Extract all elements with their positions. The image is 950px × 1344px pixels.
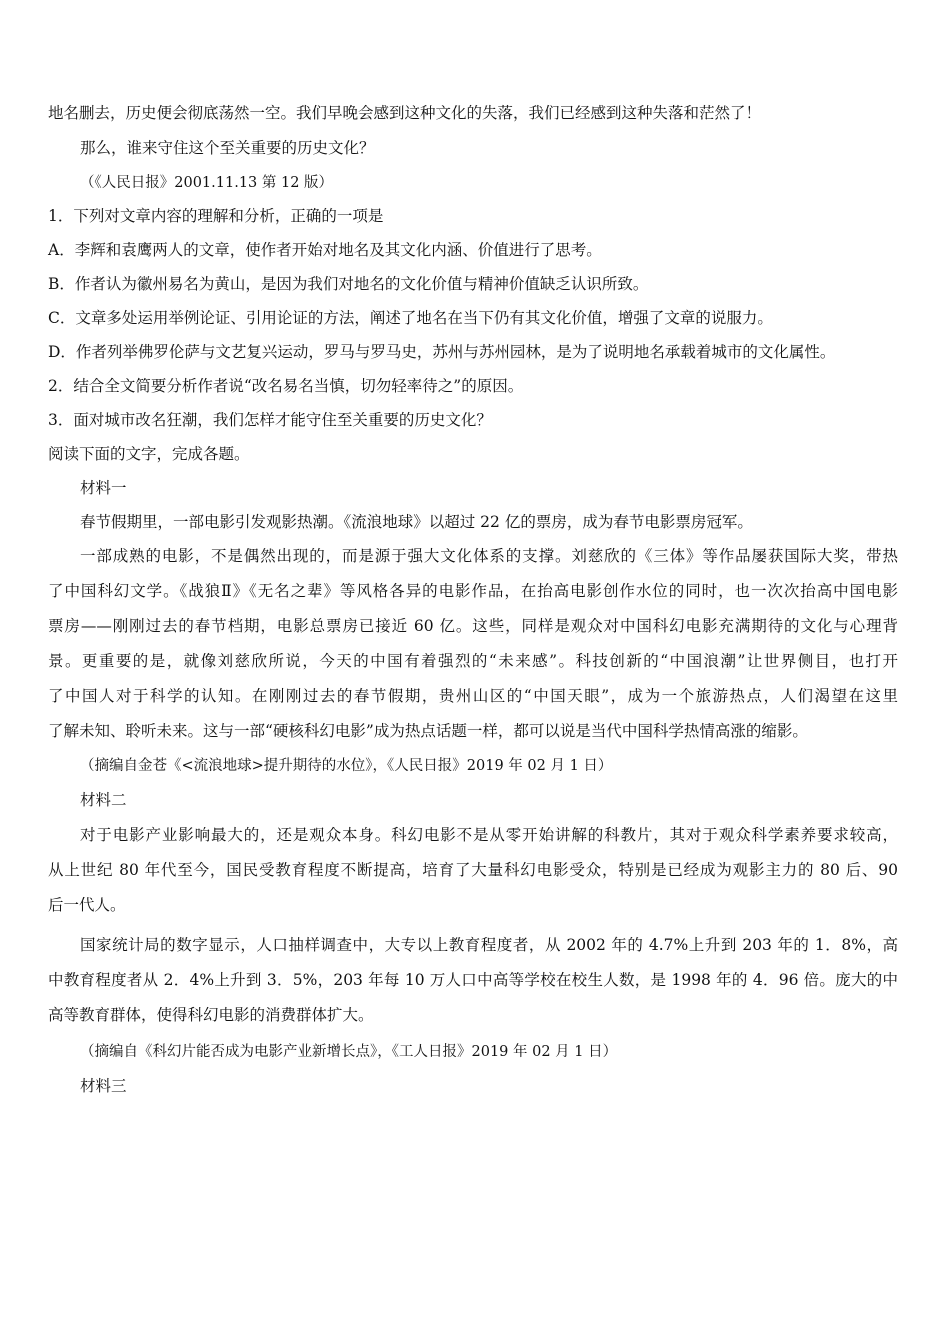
material-2-p1-line-2: 从上世纪 80 年代至今，国民受教育程度不断提高，培育了大量科幻电影受众，特别是已经成为观影主力的 80 后、90 (48, 861, 898, 879)
material-1-title: 材料一 (80, 479, 127, 497)
material-1-p2-line-6: 了解未知、聆听未来。这与一部“硬核科幻电影”成为热点话题一样，都可以说是当代中国科学热情高涨的缩影。 (48, 722, 808, 740)
material-1-source: （摘编自金苍《<流浪地球>提升期待的水位》，《人民日报》2019 年 02 月 1 日） (80, 758, 613, 774)
material-1-paragraph-1: 春节假期里，一部电影引发观影热潮。《流浪地球》以超过 22 亿的票房，成为春节电影票房冠军。 (80, 513, 753, 531)
question-2: 2．结合全文简要分析作者说“改名易名当慎，切勿轻率待之”的原因。 (48, 377, 524, 395)
reading-instruction: 阅读下面的文字，完成各题。 (48, 445, 250, 463)
intro-line-2: 那么，谁来守住这个至关重要的历史文化？ (80, 139, 375, 157)
material-1-p2-line-4: 景。更重要的是，就像刘慈欣所说，今天的中国有着强烈的“未来感”。科技创新的“中国浪潮”让世界侧目，也打开 (48, 652, 898, 670)
material-2-p2-line-1: 国家统计局的数字显示，人口抽样调查中，大专以上教育程度者，从 2002 年的 4.7%上升到 203 年的 1．8%，高 (80, 936, 898, 954)
option-a: A．李辉和袁鹰两人的文章，使作者开始对地名及其文化内涵、价值进行了思考。 (48, 241, 602, 259)
intro-source: （《人民日报》2001.11.13 第 12 版） (80, 175, 334, 191)
material-2-p2-line-3: 高等教育群体，使得科幻电影的消费群体扩大。 (48, 1006, 374, 1024)
material-1-p2-line-3: 票房——刚刚过去的春节档期，电影总票房已接近 60 亿。这些，同样是观众对中国科幻电影充满期待的文化与心理背 (48, 617, 898, 635)
material-2-p1-line-1: 对于电影产业影响最大的，还是观众本身。科幻电影不是从零开始讲解的科教片，其对于观众科学素养要求较高， (80, 826, 898, 844)
material-2-p2-line-2: 中教育程度者从 2．4%上升到 3．5%，203 年每 10 万人口中高等学校在校生人数，是 1998 年的 4．96 倍。庞大的中 (48, 971, 898, 989)
material-2-source: （摘编自《科幻片能否成为电影产业新增长点》，《工人日报》2019 年 02 月 1 日） (80, 1044, 618, 1060)
option-d: D．作者列举佛罗伦萨与文艺复兴运动，罗马与罗马史，苏州与苏州园林，是为了说明地名承载着城市的文化属性。 (48, 343, 836, 361)
question-3: 3．面对城市改名狂潮，我们怎样才能守住至关重要的历史文化？ (48, 411, 492, 429)
question-1: 1．下列对文章内容的理解和分析，正确的一项是 (48, 207, 384, 225)
intro-line-1: 地名删去，历史便会彻底荡然一空。我们早晚会感到这种文化的失落，我们已经感到这种失落和茫然了！ (48, 104, 762, 122)
option-b: B．作者认为徽州易名为黄山，是因为我们对地名的文化价值与精神价值缺乏认识所致。 (48, 275, 649, 293)
material-1-p2-line-2: 了中国科幻文学。《战狼Ⅱ》《无名之辈》等风格各异的电影作品，在抬高电影创作水位的同时，也一次次抬高中国电影 (48, 582, 898, 600)
material-2-p1-line-3: 后一代人。 (48, 896, 126, 914)
material-1-p2-line-1: 一部成熟的电影，不是偶然出现的，而是源于强大文化体系的支撑。刘慈欣的《三体》等作品屡获国际大奖，带热 (80, 547, 898, 565)
option-c: C．文章多处运用举例论证、引用论证的方法，阐述了地名在当下仍有其文化价值，增强了文章的说服力。 (48, 309, 773, 327)
material-3-title: 材料三 (80, 1077, 127, 1095)
material-2-title: 材料二 (80, 791, 127, 809)
material-1-p2-line-5: 了中国人对于科学的认知。在刚刚过去的春节假期，贵州山区的“中国天眼”，成为一个旅游热点，人们渴望在这里 (48, 687, 898, 705)
